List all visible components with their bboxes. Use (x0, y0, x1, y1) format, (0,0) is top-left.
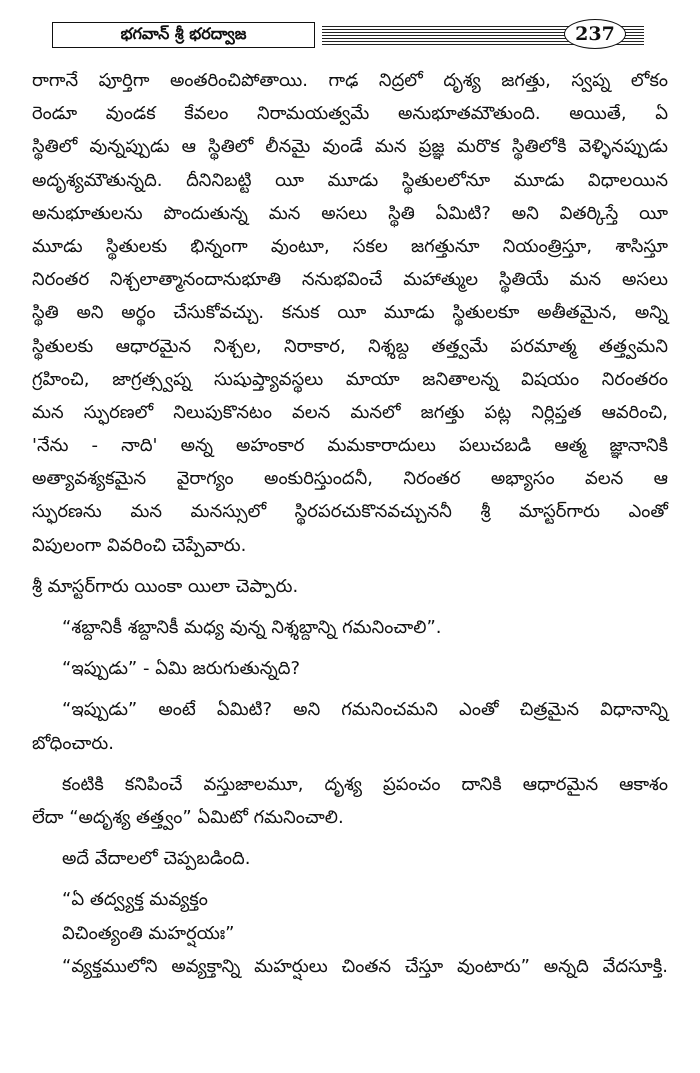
text-line: గ్రహించి, జాగ్రత్స్వప్న సుషుప్త్యావస్థలు మాయా జనితాలన్న విషయం నిరంతరం (32, 368, 668, 390)
text-line: అదృశ్యమౌతున్నది. దీనినిబట్టి యీ మూడు స్థితులలోనూ మూడు విధాలయిన (32, 169, 668, 191)
paragraph-now (32, 693, 668, 759)
text-line: రాగానే పూర్తిగా అంతరించిపోతాయి. గాఢ నిద్రలో దృశ్య జగత్తు, స్వప్న లోకం (32, 70, 668, 91)
text-line: నిరంతర నిశ్చలాత్మానందానుభూతి ననుభవించే మహాత్ముల స్థితియే మన అసలు (32, 269, 668, 291)
paragraph-main (32, 64, 668, 562)
page-number: 237 (564, 19, 626, 49)
text-line: మన స్ఫురణలో నిలుపుకొనటం వలన మనలో జగత్తు పట్ల నిర్లిప్తత ఆవరించి, (32, 401, 668, 423)
text-line: స్థితిలో వున్నప్పుడు ఆ స్థితిలో లీనమై వుండే మన ప్రజ్ఞ మరొక స్థితిలోకి వెళ్ళినప్పుడు (32, 136, 668, 158)
vedas-line: అదే వేదాలలో చెప్పబడింది. (62, 848, 251, 870)
text-line: బోధించారు. (32, 732, 114, 754)
master-said-line: శ్రీ మాస్టర్‌గారు యింకా యిలా చెప్పారు. (32, 575, 299, 597)
text-line: అనుభూతులను పొందుతున్న మన అసలు స్థితి ఏమిటి? అని వితర్కిస్తే యీ (32, 202, 668, 224)
text-line: విపులంగా వివరించి చెప్పేవారు. (32, 534, 247, 556)
text-line: లేదా “అదృశ్య తత్త్వం” ఏమిటో గమనించాలి. (32, 806, 344, 828)
text-line: “ఇప్పుడు” అంటే ఏమిటి? అని గమనించమని ఎంతో చిత్రమైన విధానాన్ని (62, 699, 668, 721)
page-header (52, 22, 644, 50)
vedic-saying-line: “వ్యక్తములోని అవ్యక్తాన్ని మహర్షులు చింతన చేస్తూ వుంటారు” అన్నది వేదసూక్తి. (62, 955, 668, 977)
text-line: స్థితులకు ఆధారమైన నిశ్చల, నిరాకార, నిశ్శబ్ద తత్త్వమే పరమాత్మ తత్త్వమని (32, 335, 668, 357)
verse-line: విచింత్యంతి మహర్షయః” (62, 922, 235, 944)
text-line: అత్యావశ్యకమైన వైరాగ్యం అంకురిస్తుందనీ, నిరంతర అభ్యాసం వలన ఆ (32, 468, 668, 490)
book-title: భగవాన్ శ్రీ భరద్వాజ (52, 22, 315, 48)
quote-now: “ఇప్పుడు” - ఏమి జరుగుతున్నది? (62, 658, 301, 680)
sanskrit-verse (32, 883, 668, 949)
quote-silence: “శబ్దానికీ శబ్దానికీ మధ్య వున్న నిశ్శబ్దాన్ని గమనించాలి”. (62, 617, 442, 638)
verse-line: “ఏ తద్వ్యక్త మవ్యక్తం (62, 889, 208, 911)
page-body (32, 64, 668, 983)
text-line: మూడు స్థితులకు భిన్నంగా వుంటూ, సకల జగత్తునూ నియంత్రిస్తూ, శాసిస్తూ (32, 235, 668, 257)
text-line: స్ఫురణను మన మనస్సులో స్థిరపరచుకొనవచ్చుననీ శ్రీ మాస్టర్‌గారు ఎంతో (32, 501, 668, 523)
paragraph-visible-world (32, 768, 668, 834)
text-line: రెండూ వుండక కేవలం నిరామయత్వమే అనుభూతమౌతుంది. అయితే, ఏ (32, 103, 668, 125)
text-line: స్థితి అని అర్థం చేసుకోవచ్చు. కనుక యీ మూడు స్థితులకూ అతీతమైన, అన్ని (32, 302, 668, 324)
text-line: కంటికి కనిపించే వస్తుజాలమూ, దృశ్య ప్రపంచం దానికి ఆధారమైన ఆకాశం (62, 773, 668, 795)
text-line: 'నేను - నాది' అన్న అహంకార మమకారాదులు పలుచబడి ఆత్మ జ్ఞానానికి (32, 435, 668, 457)
